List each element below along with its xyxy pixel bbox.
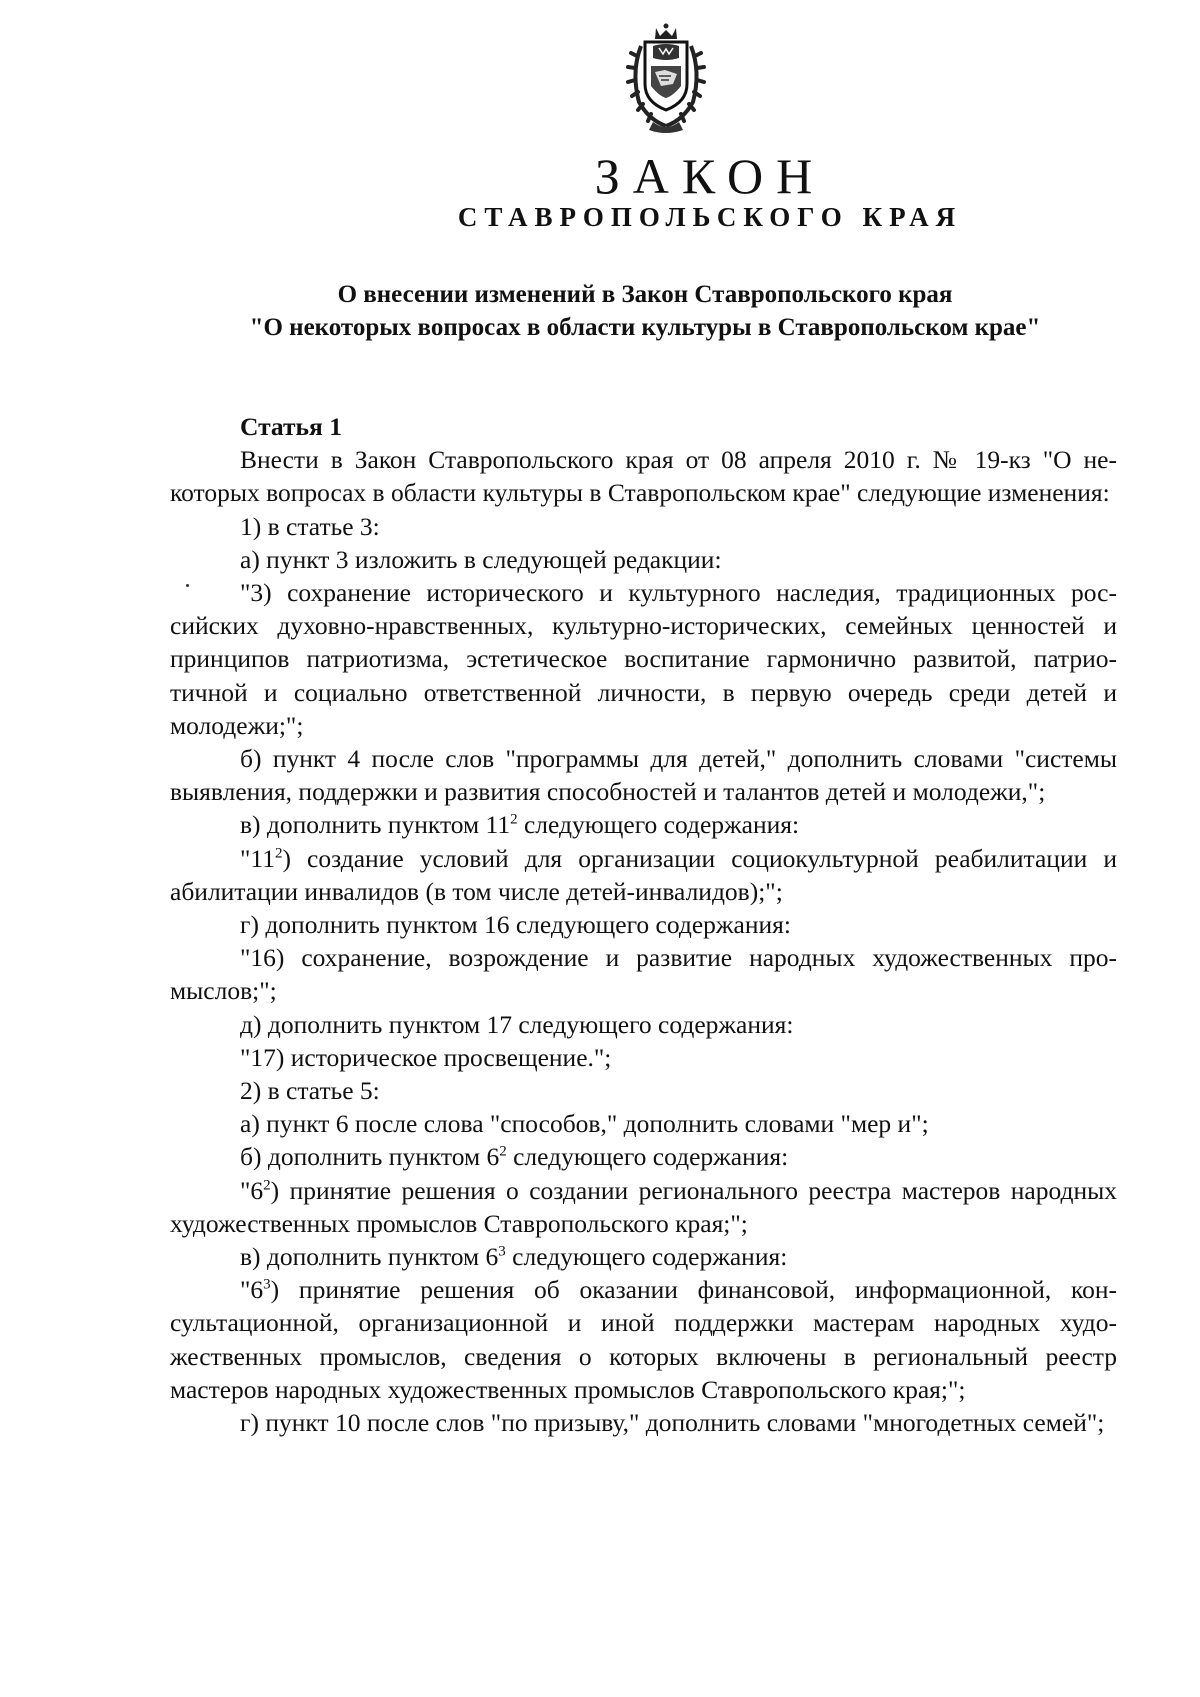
text-fragment: "6 [240,1175,264,1205]
document-title: ЗАКОН [594,148,826,204]
law-heading-line-2: "О некоторых вопросах в области культуры в Ставропольском крае" [249,314,1041,341]
article-body [170,410,1117,1439]
text-fragment: б) дополнить пунктом 6 [240,1142,500,1172]
document-subtitle: СТАВРОПОЛЬСКОГО КРАЯ [457,202,963,232]
list-item: "16) сохранение, возрождение и развитие народных художественных промыслов;"; [170,943,1117,1006]
list-item: 1) в статье 3: [240,511,380,541]
law-heading [170,278,1120,344]
list-item: а) пункт 6 после слова "способов," дополнить словами "мер и"; [240,1109,929,1139]
list-item: д) дополнить пунктом 17 следующего содержания: [240,1009,794,1039]
superscript: 2 [274,845,283,862]
superscript: 2 [510,811,518,828]
list-item: "3) сохранение исторического и культурного наследия, традиционных российских духовно-нравственных, культурно-исторических, семейных ценностей и принципов патриотизма, эстетическое воспитание гармонично развитой, патриотичной и социально ответственной личности, в первую очередь среди детей и молодежи;"; [170,578,1117,740]
list-item [170,808,1117,841]
text-fragment: ) создание условий для организации социокультурной реабилитации и абилитации инвалидов (в том числе детей-инвалидов);"; [170,843,1117,906]
superscript: 3 [263,1276,271,1293]
list-item: "17) историческое просвещение."; [240,1042,612,1072]
list-item: г) пункт 10 после слов "по призыву," дополнить словами "многодетных семей"; [240,1408,1105,1438]
text-fragment: следующего содержания: [505,1242,788,1272]
superscript: 3 [498,1243,506,1260]
text-fragment: ) принятие решения о создании регионального реестра мастеров народных художественных промыслов Ставропольского края;"; [170,1175,1117,1238]
superscript: 2 [263,1177,271,1194]
text-fragment: следующего содержания: [517,810,800,840]
text-fragment: в) дополнить пунктом 6 [240,1242,499,1272]
text-fragment: в) дополнить пунктом 11 [240,810,511,840]
text-fragment: "6 [240,1275,264,1305]
article-intro: Внести в Закон Ставропольского края от 08 апреля 2010 г. № 19-кз "О некоторых вопросах в области культуры в Ставропольском крае" следующие изменения: [170,445,1117,508]
list-item [170,1140,1117,1173]
text-fragment: "11 [240,843,275,873]
list-item: 2) в статье 5: [240,1076,380,1106]
article-title: Статья 1 [240,412,342,441]
list-item [170,1240,1117,1273]
superscript: 2 [499,1143,507,1160]
law-heading-line-1: О внесении изменений в Закон Ставропольского края [337,281,953,308]
list-item: а) пункт 3 изложить в следующей редакции: [240,544,722,574]
coat-of-arms-icon [623,22,709,134]
text-fragment: ) принятие решения об оказании финансовой, информационной, консультационной, организационной и иной поддержки мастерам народных художественных промыслов, сведения о которых включены в региональный реестр мастеров народных художественных промыслов Ставропольского края;"; [170,1275,1117,1404]
list-item [170,842,1117,908]
list-item: б) пункт 4 после слов "программы для детей," дополнить словами "системы выявления, поддержки и развития способностей и талантов детей и молодежи,"; [170,744,1117,807]
list-item [170,1174,1117,1240]
text-fragment: следующего содержания: [506,1142,789,1172]
list-item: г) дополнить пунктом 16 следующего содержания: [240,910,791,940]
list-item [170,1273,1117,1406]
